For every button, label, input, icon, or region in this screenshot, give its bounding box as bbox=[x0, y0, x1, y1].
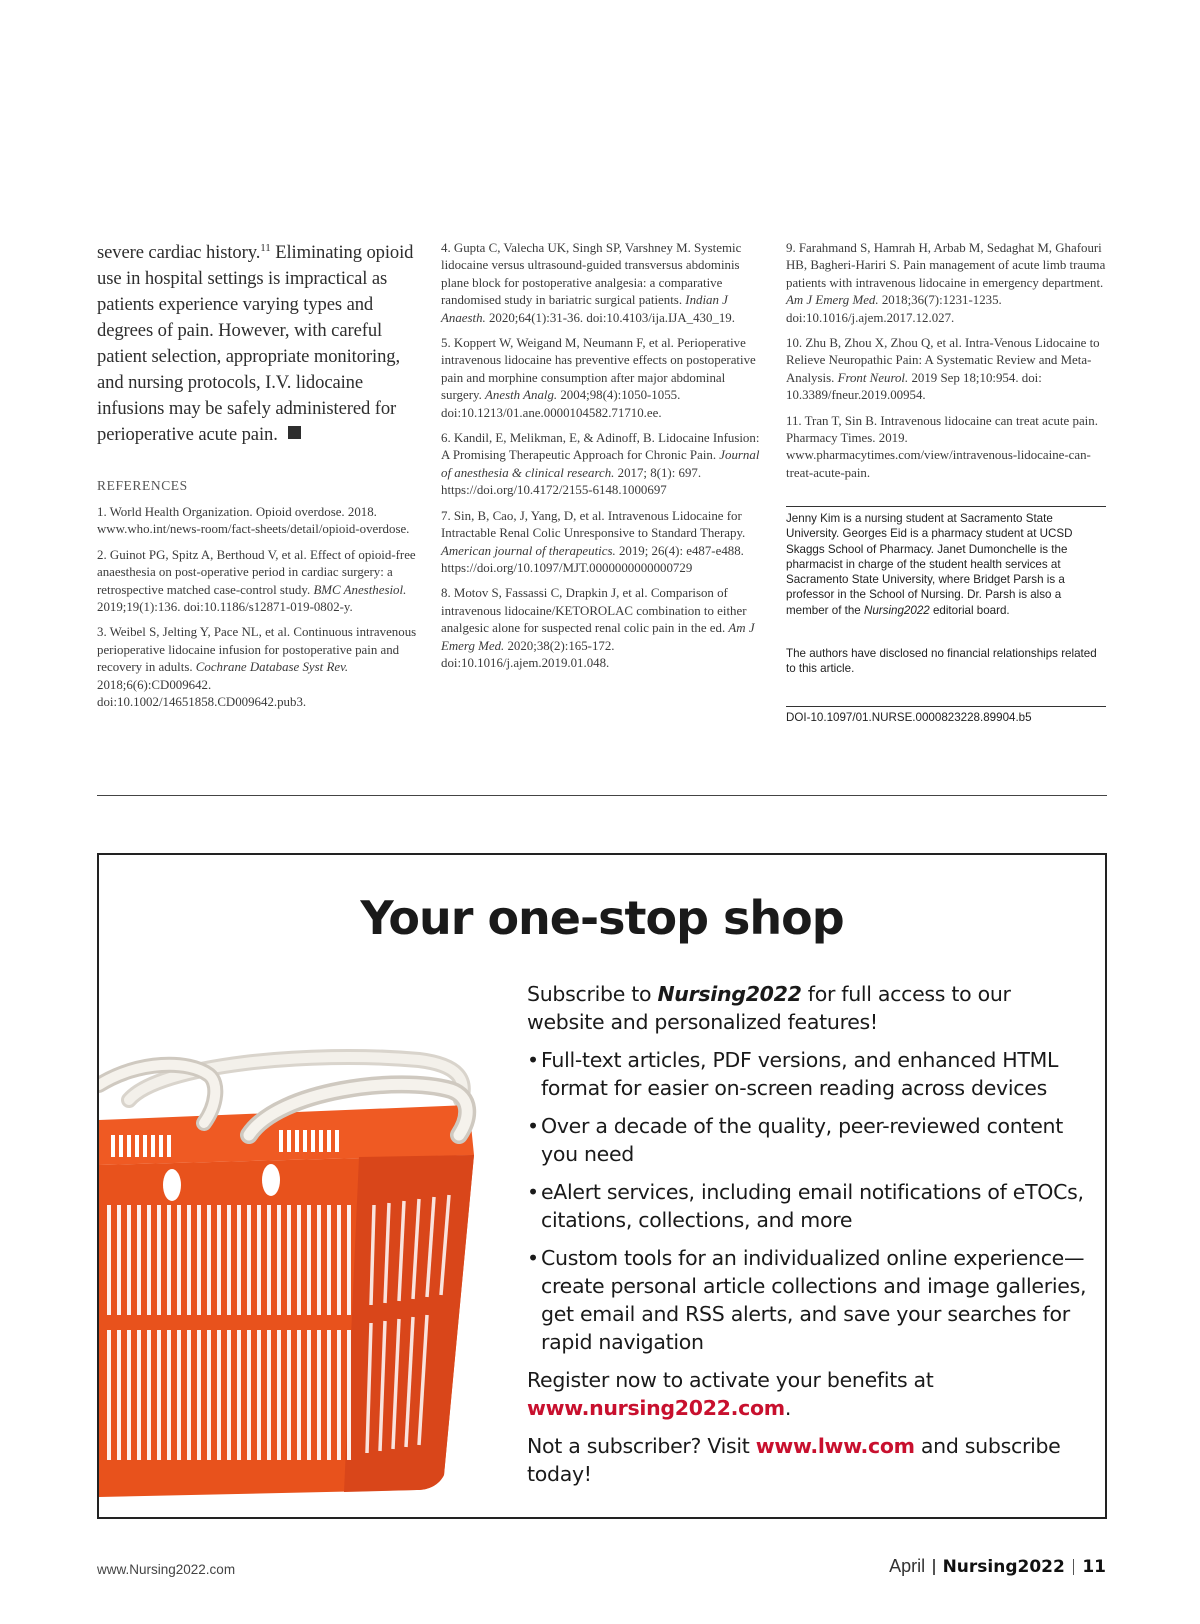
reference-item-7: 7. Sin, B, Cao, J, Yang, D, et al. Intravenous Lidocaine for Intractable Renal Colic Unresponsive to Standard Therapy. American journal of therapeutics. 2019; 26(4): e487-e488. https://doi.org/10.1097/MJT.0000000000000729 bbox=[441, 508, 746, 575]
footer-month: April bbox=[889, 1556, 926, 1576]
reference-item-5: 5. Koppert W, Weigand M, Neumann F, et al. Perioperative intravenous lidocaine has preventive effects on postoperative pain and morphine consumption after major abdominal surgery. Anesth Analg. 2004;98(4):1050-1055. doi:10.1213/01.ane.0000104582.71710.ee. bbox=[441, 336, 756, 420]
reference-item-11: 11. Tran T, Sin B. Intravenous lidocaine can treat acute pain. Pharmacy Times. 2019. www.pharmacytimes.com/view/intravenous-lidocaine-can-treat-acute-pain. bbox=[786, 413, 1098, 480]
footer-separator bbox=[1073, 1559, 1075, 1575]
footer-separator bbox=[933, 1559, 935, 1575]
ad-benefit-item: • Over a decade of the quality, peer-reviewed content you need bbox=[527, 1112, 1087, 1168]
nursing2022-link[interactable]: www.nursing2022.com bbox=[527, 1396, 785, 1420]
references-column-2 bbox=[441, 240, 764, 680]
reference-item-9: 9. Farahmand S, Hamrah H, Arbab M, Sedaghat M, Ghafouri HB, Bagheri-Hariri S. Pain management of acute limb trauma patients with intravenous lidocaine in emergency department. Am J Emerg Med. 2018;36(7):1231-1235. doi:10.1016/j.ajem.2017.12.027. bbox=[786, 241, 1106, 325]
article-column-1 bbox=[97, 240, 417, 719]
author-bio: Jenny Kim is a nursing student at Sacramento State University. Georges Eid is a pharmacy student at UCSD Skaggs School of Pharmacy. Janet Dumonchelle is the pharmacist in charge of the student health services at Sacramento State University, where Bridget Parsh is a professor in the School of Nursing. Dr. Parsh is also a member of the Nursing2022 editorial board. bbox=[786, 512, 1073, 617]
citation-superscript: 11 bbox=[260, 241, 271, 254]
end-of-article-square-icon bbox=[288, 426, 301, 439]
reference-item-6: 6. Kandil, E, Melikman, E, & Adinoff, B. Lidocaine Infusion: A Promising Therapeutic Approach for Chronic Pain. Journal of anesthesia & clinical research. 2017; 8(1): 697. https://doi.org/10.4172/2155-6148.1000697 bbox=[441, 431, 760, 498]
ad-register-line: Register now to activate your benefits at www.nursing2022.com. bbox=[527, 1368, 934, 1420]
author-info-divider bbox=[786, 506, 1106, 507]
ad-copy bbox=[527, 980, 1087, 1498]
article-body-paragraph: severe cardiac history.$^{11}$ Eliminating opioid use in hospital settings is impractical as patients experience varying types and degrees of pain. However, with careful patient selection, appropriate monitoring, and nursing protocols, I.V. lidocaine infusions may be safely administered for perioperative acute pain. bbox=[97, 241, 414, 445]
article-doi: DOI-10.1097/01.NURSE.0000823228.89904.b5 bbox=[786, 711, 1032, 725]
reference-item-2: 2. Guinot PG, Spitz A, Berthoud V, et al. Effect of opioid-free anaesthesia on post-operative period in cardiac surgery: a retrospective matched case-control study. BMC Anesthesiol. 2019;19(1):136. doi:10.1186/s12871-019-0802-y. bbox=[97, 547, 416, 615]
doi-divider bbox=[786, 706, 1106, 707]
reference-item-10: 10. Zhu B, Zhou X, Zhou Q, et al. Intra-Venous Lidocaine to Relieve Neuropathic Pain: A Systematic Review and Meta-Analysis. Front Neurol. 2019 Sep 18;10:954. doi: 10.3389/fneur.2019.00954. bbox=[786, 336, 1100, 403]
section-divider bbox=[97, 795, 1107, 796]
references-heading: REFERENCES bbox=[97, 478, 188, 493]
reference-item-1: 1. World Health Organization. Opioid overdose. 2018. www.who.int/news-room/fact-sheets/detail/opioid-overdose. bbox=[97, 505, 410, 537]
references-column-3 bbox=[786, 240, 1106, 724]
lww-link[interactable]: www.lww.com bbox=[755, 1434, 915, 1458]
footer-magazine-name: Nursing2022 bbox=[942, 1556, 1065, 1577]
shopping-basket-icon bbox=[99, 1005, 509, 1505]
ad-benefit-item: • Custom tools for an individualized online experience—create personal article collections and image galleries, get email and RSS alerts, and save your searches for rapid navigation bbox=[527, 1244, 1087, 1356]
footer-page-number: 11 bbox=[1082, 1556, 1106, 1577]
reference-item-4: 4. Gupta C, Valecha UK, Singh SP, Varshney M. Systemic lidocaine versus ultrasound-guided transversus abdominis plane block for postoperative analgesia: a comparative randomised study in bariatric surgical patients. Indian J Anaesth. 2020;64(1):31-36. doi:10.4103/ija.IJA_430_19. bbox=[441, 241, 742, 325]
reference-item-8: 8. Motov S, Fassassi C, Drapkin J, et al. Comparison of intravenous lidocaine/KETOROLAC combination to either analgesic alone for suspected renal colic pain in the ed. Am J Emerg Med. 2020;38(2):165-172. doi:10.1016/j.ajem.2019.01.048. bbox=[441, 586, 755, 670]
financial-disclosure: The authors have disclosed no financial relationships related to this article. bbox=[786, 646, 1097, 675]
ad-benefit-item: • Full-text articles, PDF versions, and enhanced HTML format for easier on-screen reading across devices bbox=[527, 1046, 1087, 1102]
subscription-advertisement bbox=[97, 853, 1107, 1519]
ad-benefit-list bbox=[527, 1046, 1087, 1356]
ad-intro: Subscribe to Nursing2022 for full access to our website and personalized features! bbox=[527, 982, 1011, 1034]
ad-visit-line: Not a subscriber? Visit www.lww.com and subscribe today! bbox=[527, 1434, 1061, 1486]
ad-benefit-item: • eAlert services, including email notifications of eTOCs, citations, collections, and more bbox=[527, 1178, 1087, 1234]
reference-item-3: 3. Weibel S, Jelting Y, Pace NL, et al. Continuous intravenous perioperative lidocaine infusion for postoperative pain and recovery in adults. Cochrane Database Syst Rev. 2018;6(6):CD009642. doi:10.1002/14651858.CD009642.pub3. bbox=[97, 625, 417, 710]
footer-page-info bbox=[889, 1556, 1106, 1577]
footer-website: www.Nursing2022.com bbox=[97, 1562, 236, 1577]
ad-title: Your one-stop shop bbox=[360, 891, 844, 945]
